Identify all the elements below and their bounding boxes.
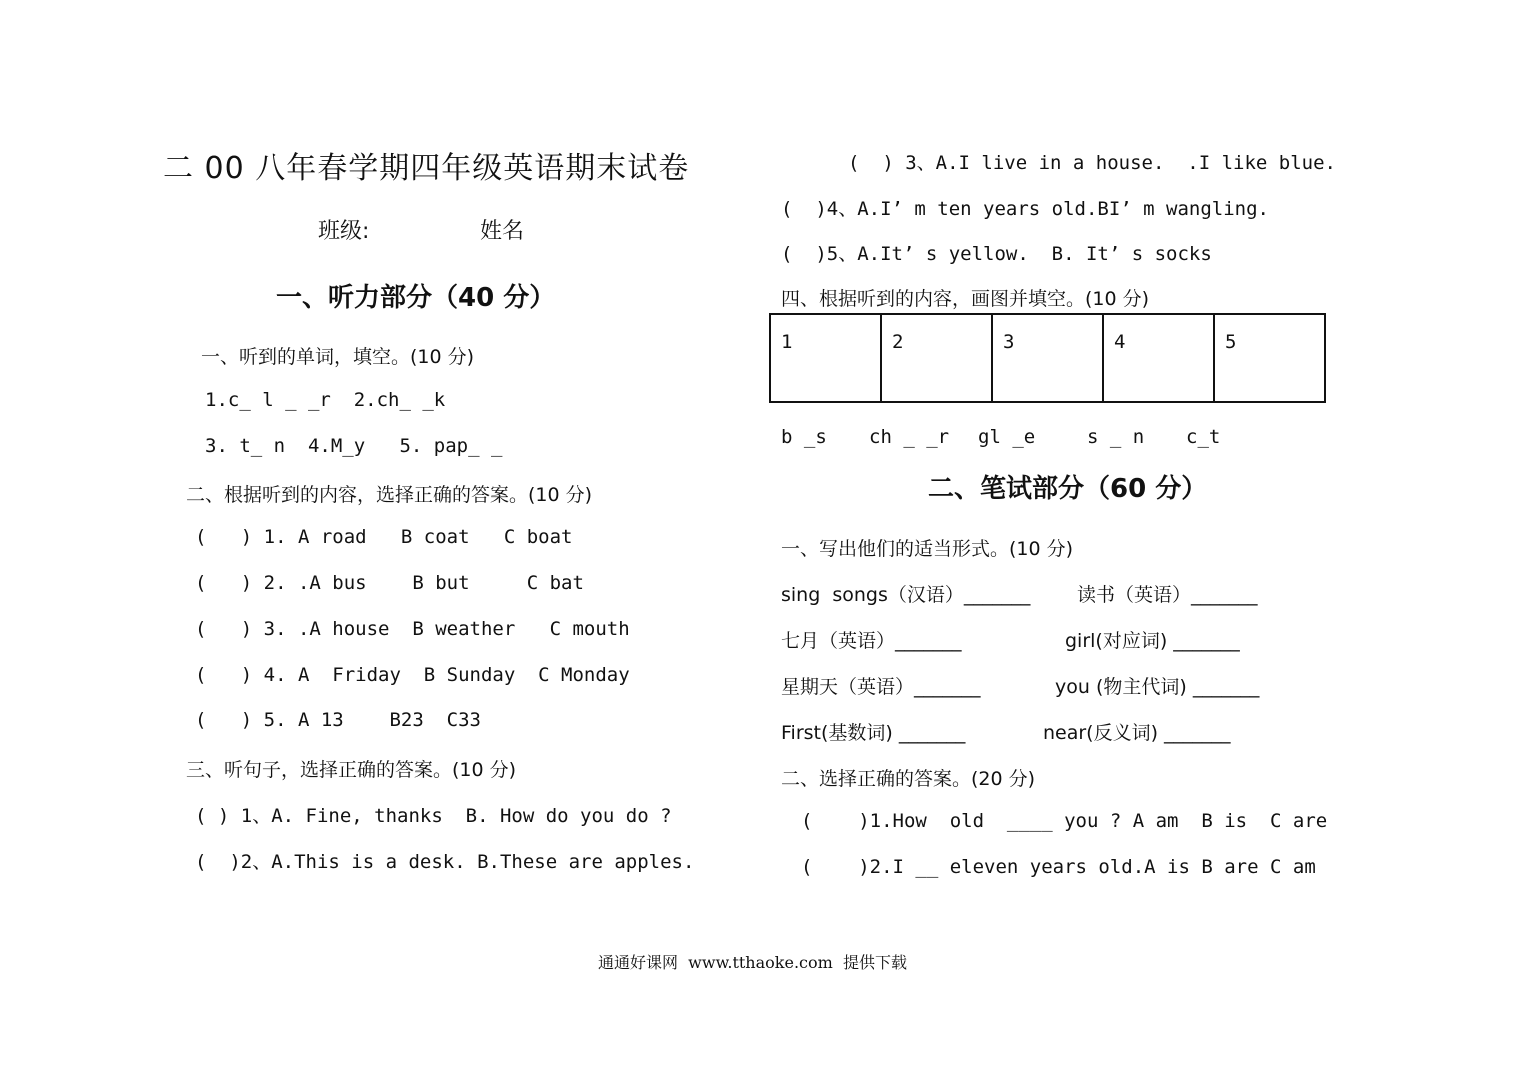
listening-q3-item: ( )4、A.I’ m ten years old.BI’ m wangling. [781,198,1269,220]
listening-q2-item: ( ) 1. A road B coat C boat [195,526,573,548]
fill-word: s _ n [1087,426,1145,448]
writing-q1-item: you (物主代词) _______ [1055,676,1260,698]
writing-q1-item: First(基数词) _______ [781,722,966,744]
name-label: 姓名 [480,219,525,244]
writing-q1-item: 星期天（英语）_______ [781,676,981,698]
listening-q2-item: ( ) 5. A 13 B23 C33 [195,709,481,731]
exam-title: 二 00 八年春学期四年级英语期末试卷 [163,151,690,186]
writing-section-heading: 二、笔试部分（60 分） [928,474,1208,504]
listening-q2-item: ( ) 2. .A bus B but C bat [195,572,584,594]
footer-source: 通通好课网 www.tthaoke.com 提供下载 [598,953,907,972]
fill-word: gl _e [978,426,1036,448]
fill-word: c_t [1186,426,1221,448]
drawing-box[interactable]: 3 [992,314,1103,402]
listening-section-heading: 一、听力部分（40 分） [276,283,556,313]
listening-q1-title: 一、听到的单词，填空。(10 分) [201,346,475,368]
writing-q1-item: sing songs（汉语）_______ [781,584,1031,606]
listening-q3-item: ( )2、A.This is a desk. B.These are apples. [195,851,695,873]
writing-q2-item: ( )1.How old ____ you ? A am B is C are [801,810,1328,832]
writing-q2-item: ( )2.I __ eleven years old.A is B are C am [801,856,1316,878]
drawing-box[interactable]: 4 [1103,314,1214,402]
listening-q2-title: 二、根据听到的内容，选择正确的答案。(10 分) [186,484,593,506]
fill-word: b _s [781,426,827,448]
listening-q3-item: ( ) 3、A.I live in a house. .I like blue. [848,152,1336,174]
writing-q1-item: 七月（英语）_______ [781,630,962,652]
writing-q1-title: 一、写出他们的适当形式。(10 分) [781,538,1074,560]
drawing-box-grid [769,313,1326,403]
drawing-box[interactable]: 1 [770,314,881,402]
listening-q3-item: ( )5、A.It’ s yellow. B. It’ s socks [781,243,1212,265]
fill-word: ch _ _r [869,426,950,448]
listening-q2-item: ( ) 3. .A house B weather C mouth [195,618,630,640]
class-label: 班级: [318,219,370,244]
writing-q1-item: girl(对应词) _______ [1065,630,1240,652]
writing-q1-item: near(反义词) _______ [1043,722,1231,744]
writing-q2-title: 二、选择正确的答案。(20 分) [781,768,1036,790]
listening-q2-item: ( ) 4. A Friday B Sunday C Monday [195,664,630,686]
drawing-box[interactable]: 5 [1214,314,1325,402]
listening-q3-item: ( ) 1、A. Fine, thanks B. How do you do ? [195,805,672,827]
drawing-box[interactable]: 2 [881,314,992,402]
listening-q1-line: 3. t_ n 4.M_y 5. pap_ _ [205,435,503,457]
listening-q4-title: 四、根据听到的内容，画图并填空。(10 分) [781,288,1150,310]
listening-q3-title: 三、听句子，选择正确的答案。(10 分) [186,759,517,781]
listening-q1-line: 1.c_ l _ _r 2.ch_ _k [205,389,446,411]
writing-q1-item: 读书（英语）_______ [1077,584,1258,606]
